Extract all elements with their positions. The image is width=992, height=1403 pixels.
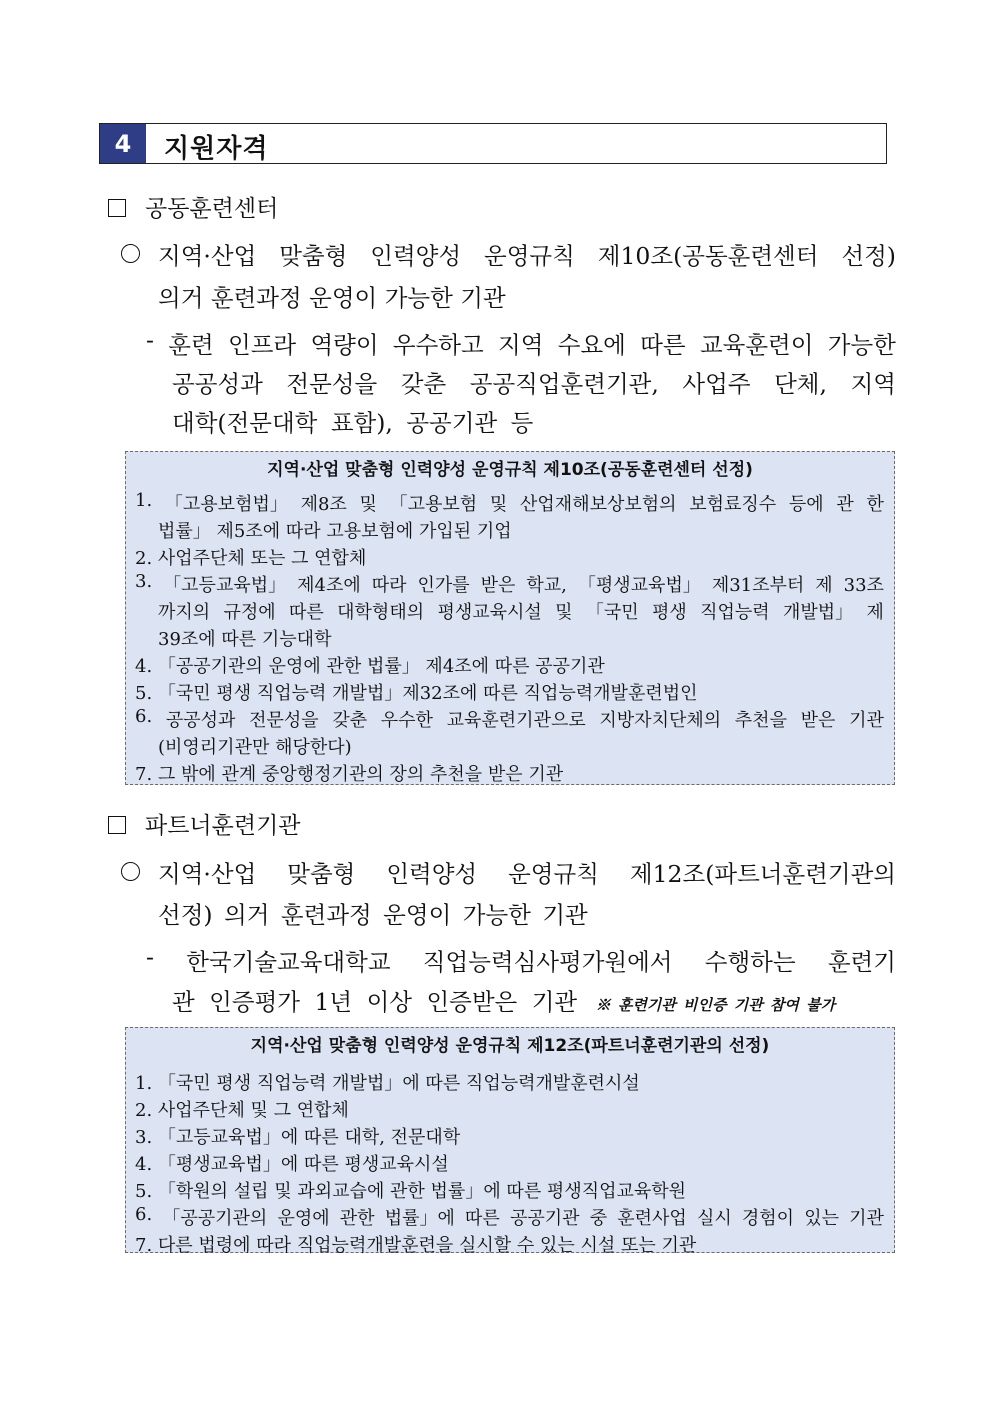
regulation-box-article-10: [125, 451, 895, 785]
word: 「고용보험법」: [164, 494, 288, 515]
box-row: 2. 사업주단체 및 그 연합체: [135, 1100, 349, 1121]
word: 「평생교육법」: [577, 575, 701, 596]
word: 학교,: [526, 575, 567, 596]
word: 제12조(파트너훈련기관의: [629, 860, 896, 888]
word: 지역·산업: [158, 242, 257, 270]
word: 운영규칙: [508, 860, 599, 888]
dash-item-line: [172, 983, 835, 1017]
word: 수요에: [557, 331, 626, 359]
box-row: [135, 1204, 884, 1230]
word: 6.: [135, 706, 153, 727]
regulation-box-article-12: [125, 1027, 895, 1256]
word: 관: [836, 494, 854, 515]
box-row: 5. 「국민 평생 직업능력 개발법」제32조에 따른 직업능력개발훈련법인: [135, 683, 698, 704]
word: 한: [866, 494, 884, 515]
word: 단체,: [774, 370, 827, 398]
word: 운영규칙: [484, 242, 575, 270]
word: 수행하는: [704, 948, 796, 976]
word: 실시: [696, 1208, 732, 1229]
box-row: 4. 「평생교육법」에 따른 평생교육시설: [135, 1154, 449, 1175]
heading-partner-training-institution: [108, 807, 301, 840]
box-row: 1. 「국민 평생 직업능력 개발법」에 따른 직업능력개발훈련시설: [135, 1073, 640, 1094]
word: 직업능력: [700, 602, 770, 623]
circle-item-line: [158, 855, 896, 889]
circle-item-line: 선정) 의거 훈련과정 운영이 가능한 기관: [158, 901, 588, 929]
word: 중: [589, 1208, 608, 1229]
dash-item-line: 대학(전문대학 표함), 공공기관 등: [172, 409, 534, 437]
circle-bullet-icon: [121, 862, 140, 881]
word: 지방자치단체의: [599, 710, 722, 731]
box-title: 지역·산업 맞춤형 인력양성 운영규칙 제12조(파트너훈련기관의 선정): [250, 1036, 770, 1056]
word: 훈련: [168, 331, 214, 359]
heading-joint-training-center: [108, 190, 278, 223]
word: 맞춤형: [279, 242, 348, 270]
word: 보험료징수: [689, 494, 777, 515]
word: 제4조에: [297, 575, 361, 596]
word: 3.: [135, 571, 153, 592]
word: 산업재해보상보험의: [520, 494, 677, 515]
word: 인가를: [417, 575, 470, 596]
word: 「고용보험: [389, 494, 478, 515]
word: 지역·산업: [158, 860, 257, 888]
word: 규정에: [223, 602, 276, 623]
word: 법률」에: [384, 1208, 455, 1229]
word: 전문성을: [249, 710, 319, 731]
word: 갖춘: [332, 710, 368, 731]
word: 추천을: [734, 710, 787, 731]
box-row: 7. 그 밖에 관계 중앙행정기관의 장의 추천을 받은 기관: [135, 764, 564, 785]
word: 1.: [135, 490, 153, 511]
box-row: (비영리기관만 해당한다): [158, 737, 352, 758]
word: 따른: [640, 331, 686, 359]
word: 인력양성: [370, 242, 462, 270]
word: 기관: [849, 710, 884, 731]
word: 우수하고: [392, 331, 484, 359]
box-row: 3. 「고등교육법」에 따른 대학, 전문대학: [135, 1127, 461, 1148]
word: 교육훈련기관으로: [446, 710, 586, 731]
word: 경험이: [741, 1208, 795, 1229]
word: 선정): [841, 242, 896, 270]
dash-item-line: [146, 943, 896, 977]
word: 가능한: [827, 331, 896, 359]
word: 교육훈련이: [699, 331, 814, 359]
word: 따라: [371, 575, 407, 596]
circle-bullet-icon: [121, 244, 140, 263]
word: 제: [815, 575, 833, 596]
word: 공공직업훈련기관,: [469, 370, 659, 398]
section-title: 지원자격: [164, 134, 269, 164]
word: 지역: [498, 331, 544, 359]
dash-item-line: [146, 326, 896, 360]
box-title: 지역·산업 맞춤형 인력양성 운영규칙 제10조(공동훈련센터 선정): [267, 460, 753, 480]
word: 6.: [135, 1204, 153, 1225]
box-row: 5. 「학원의 설립 및 과외교습에 관한 법률」에 따른 평생직업교육학원: [135, 1181, 687, 1202]
word: 33조: [843, 575, 884, 596]
word: 갖춘: [400, 370, 447, 398]
word: 역량이: [310, 331, 379, 359]
box-row: [135, 490, 884, 516]
word: 평생교육시설: [437, 602, 542, 623]
word: 훈련기: [827, 948, 896, 976]
word: 제8조: [300, 494, 347, 515]
word: 「고등교육법」: [163, 575, 287, 596]
word: 개발법」: [783, 602, 854, 623]
word: 있는: [804, 1208, 840, 1229]
word: 훈련사업: [617, 1208, 687, 1229]
box-row: [135, 706, 884, 732]
word: 사업주: [682, 370, 751, 398]
word: 우수한: [380, 710, 433, 731]
section-header: [99, 123, 887, 164]
heading-text: 파트너훈련기관: [145, 813, 301, 839]
word: 받은: [480, 575, 516, 596]
square-bullet-icon: [108, 199, 126, 217]
word: 등에: [788, 494, 824, 515]
word: 받은: [800, 710, 836, 731]
word: 맞춤형: [287, 860, 356, 888]
word: 공공성과: [172, 370, 263, 398]
section-number: 4: [100, 124, 146, 163]
word: 운영에: [277, 1208, 330, 1229]
word: 제31조부터: [711, 575, 805, 596]
word: 인프라: [228, 331, 297, 359]
box-row: 법률」 제5조에 따라 고용보험에 가입된 기업: [158, 521, 512, 542]
word: 제: [866, 602, 884, 623]
word: 까지의: [158, 602, 211, 623]
dash-item-line: [172, 365, 896, 399]
exclusion-note: ※ 훈련기관 비인증 기관 참여 불가: [595, 996, 836, 1014]
word: 제10조(공동훈련센터: [597, 242, 819, 270]
box-row: 39조에 따른 기능대학: [158, 629, 332, 650]
circle-item-line: [158, 237, 896, 271]
word: 「공공기관의: [162, 1208, 268, 1229]
word: -: [146, 943, 154, 971]
word: 및: [555, 602, 573, 623]
word: 및: [489, 494, 508, 515]
word: 한국기술교육대학교: [186, 948, 391, 976]
word: 공공성과: [165, 710, 236, 731]
circle-item-line: 의거 훈련과정 운영이 가능한 기관: [158, 284, 506, 312]
word: 대학형태의: [337, 602, 425, 623]
heading-text: 공동훈련센터: [145, 196, 279, 222]
word: 따른: [289, 602, 324, 623]
square-bullet-icon: [108, 816, 126, 834]
word: 및: [359, 494, 377, 515]
word: 평생: [651, 602, 687, 623]
word: 직업능력심사평가원에서: [422, 948, 673, 976]
box-row: 2. 사업주단체 또는 그 연합체: [135, 548, 367, 569]
dash-item-text: 관 인증평가 1년 이상 인증받은 기관: [172, 988, 578, 1016]
word: 따른: [465, 1208, 500, 1229]
word: 공공기관: [509, 1208, 580, 1229]
word: 지역: [850, 370, 896, 398]
box-row: [158, 598, 884, 624]
word: 기관: [849, 1208, 884, 1229]
box-row: [135, 571, 884, 597]
word: 관한: [339, 1208, 375, 1229]
word: 전문성을: [286, 370, 378, 398]
word: -: [146, 326, 154, 354]
box-row: 4. 「공공기관의 운영에 관한 법률」 제4조에 따른 공공기관: [135, 656, 605, 677]
word: 「국민: [585, 602, 639, 623]
word: 인력양성: [386, 860, 478, 888]
box-row: 7. 다른 법령에 따라 직업능력개발훈련을 실시할 수 있는 시설 또는 기관: [135, 1235, 697, 1256]
